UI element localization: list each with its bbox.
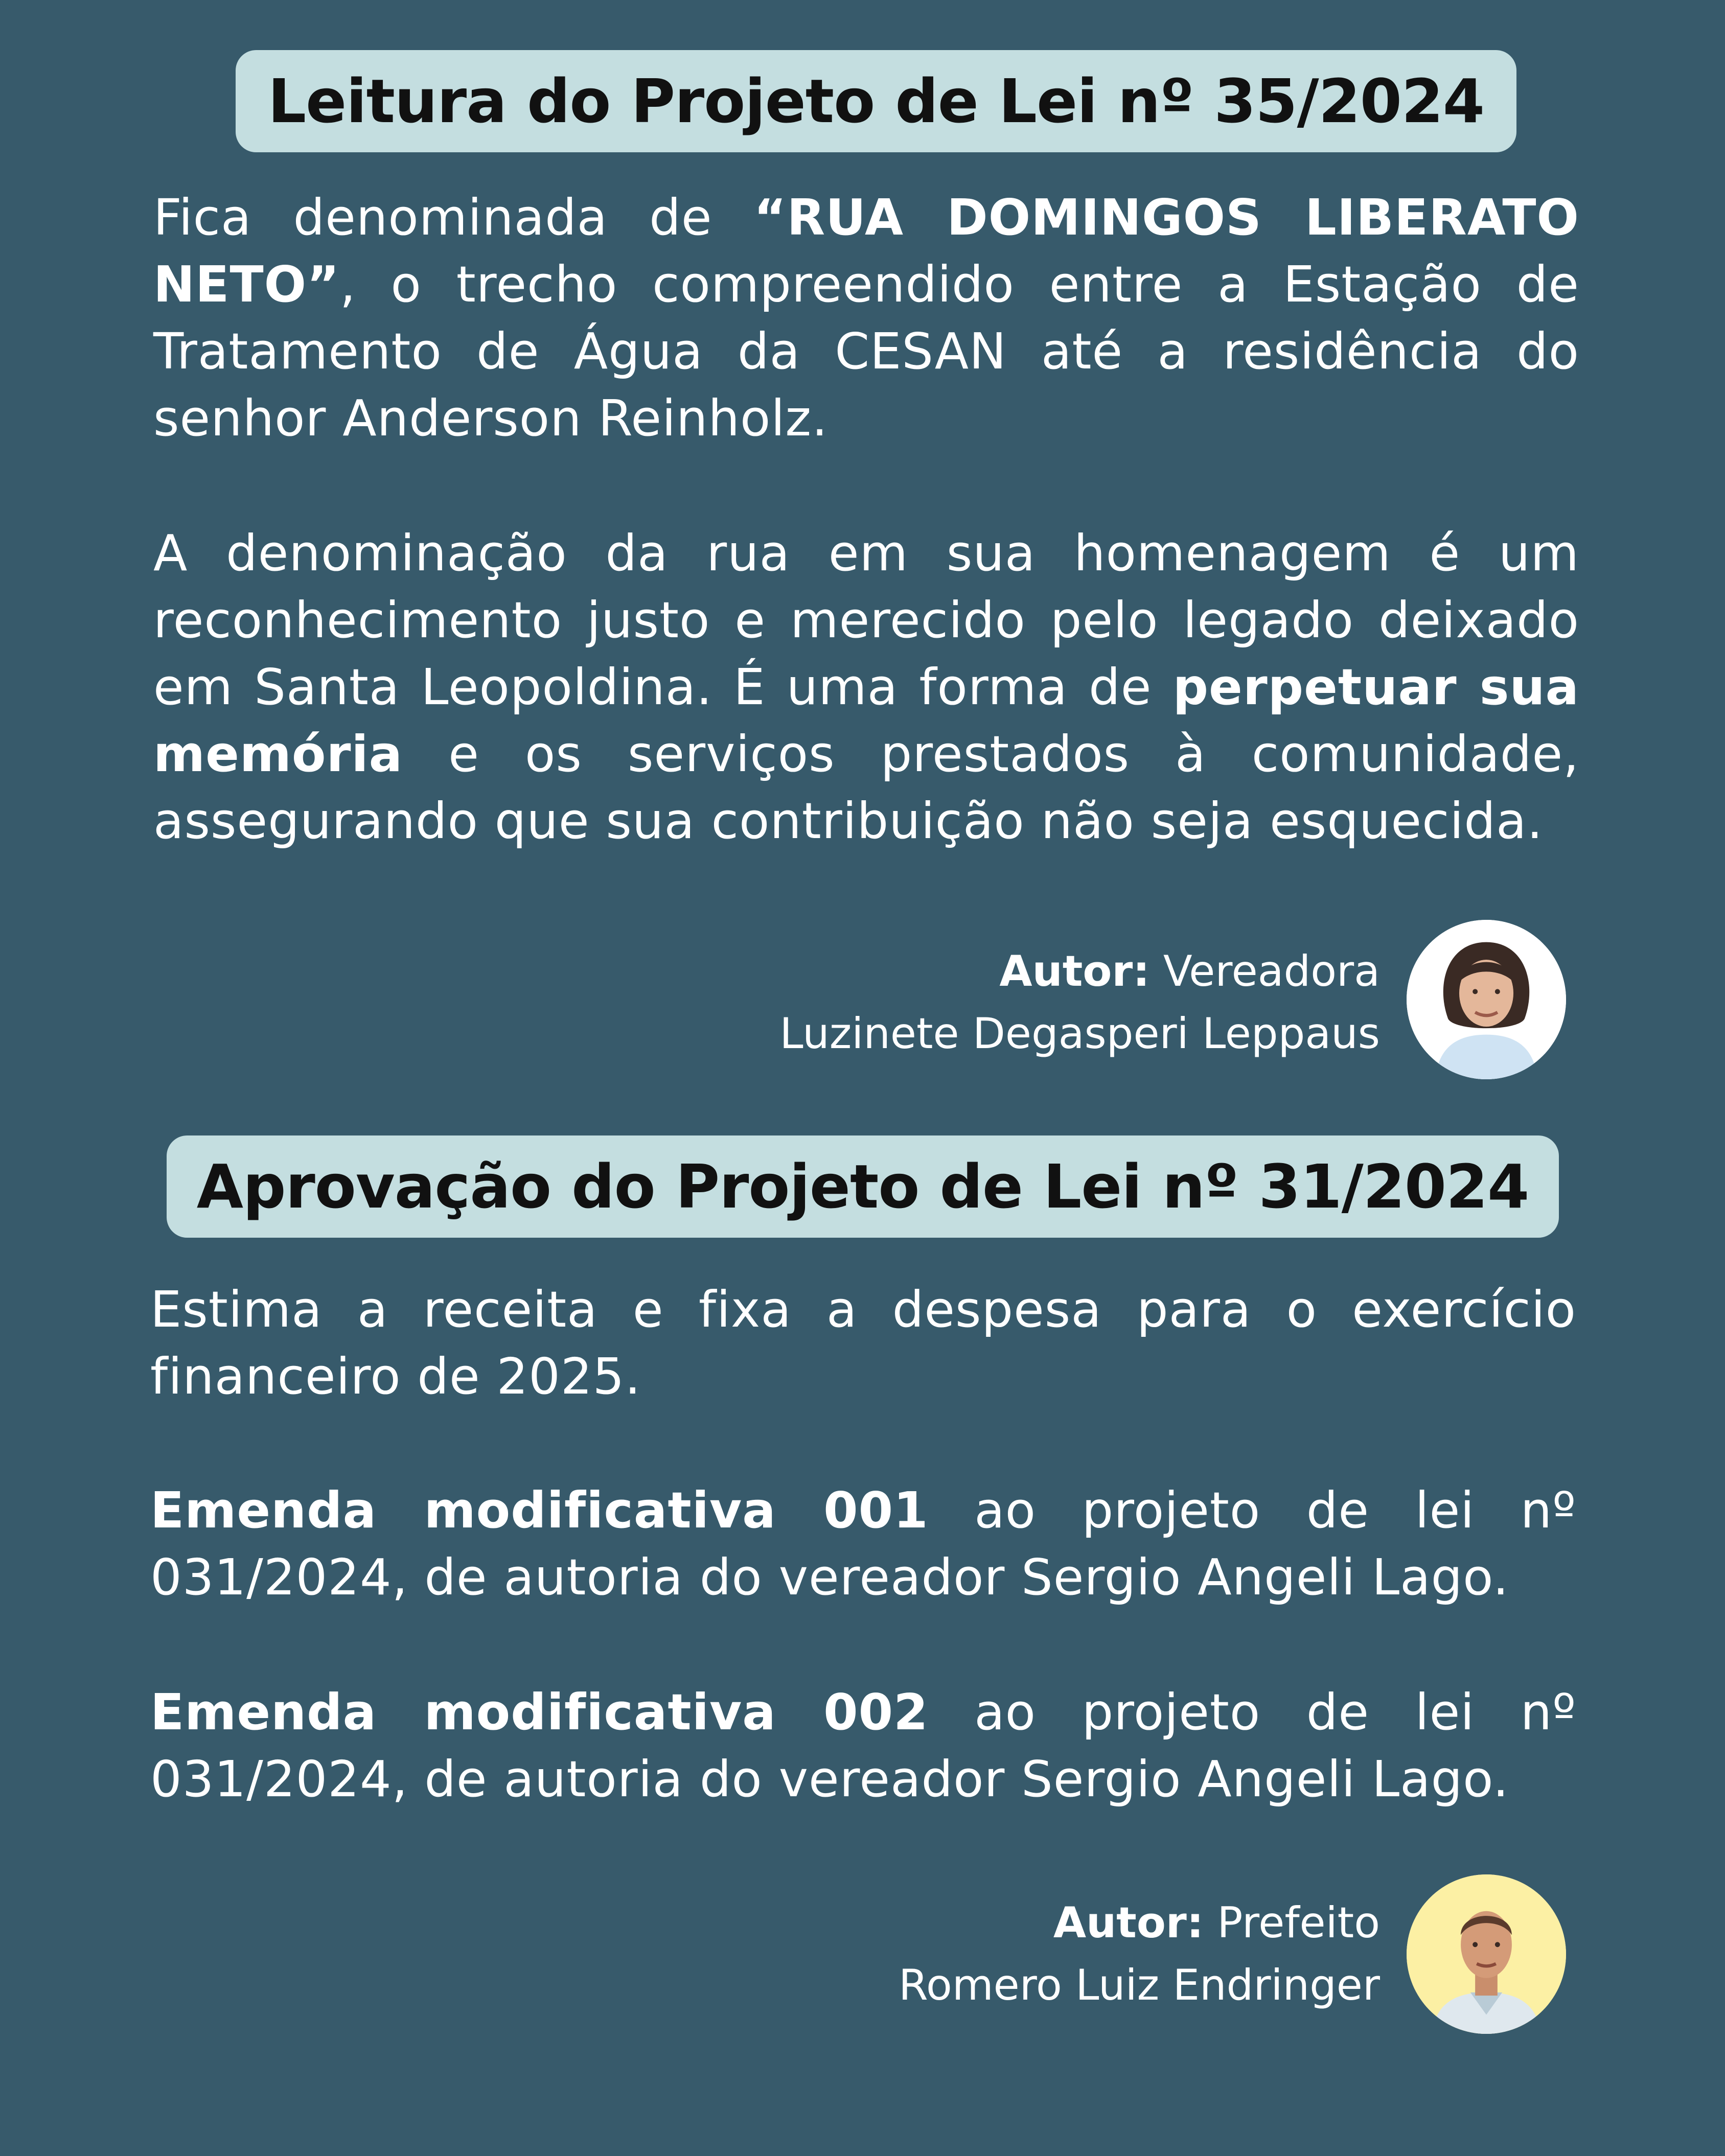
section1-heading-text: Leitura do Projeto de Lei nº 35/2024 (267, 66, 1485, 136)
mayor-portrait-icon (1407, 1874, 1566, 2034)
section1-heading (236, 50, 1516, 152)
section1-p2-prefix: A denominação da rua em sua homenagem é um reconhecimento justo e merecido pelo legado deixado em Santa Leopoldina. É uma forma de (153, 524, 1579, 716)
section1-author-name: Luzinete Degasperi Leppaus (779, 1009, 1380, 1058)
section1-p2-bold: perpetuar sua memória (153, 658, 1579, 783)
section2-author-role: Prefeito (1203, 1898, 1380, 1948)
section1-p1-bold: “RUA DOMINGOS LIBERATO NETO” (153, 189, 1579, 313)
avatar (1407, 920, 1566, 1079)
section1-author (779, 940, 1380, 1065)
section2-amendment-1 (150, 1477, 1576, 1611)
councilwoman-portrait-icon (1407, 920, 1566, 1079)
amendment-2-suffix: ao projeto de lei nº 031/2024, de autoria do vereador Sergio Angeli Lago. (150, 1683, 1576, 1808)
section1-author-label: Autor: (999, 946, 1150, 996)
amendment-1-bold: Emenda modificativa 001 (150, 1481, 929, 1539)
section2-author-label: Autor: (1053, 1898, 1204, 1948)
section2-author-name: Romero Luiz Endringer (899, 1960, 1380, 2010)
section1-p1-prefix: Fica denominada de (153, 189, 754, 246)
section2-heading-text: Aprovação do Projeto de Lei nº 31/2024 (196, 1151, 1529, 1222)
section1-p1-suffix: , o trecho compreendido entre a Estação de Tratamento de Água da CESAN até a residência do senhor Anderson Reinholz. (153, 256, 1579, 447)
section1-p2-suffix: e os serviços prestados à comunidade, assegurando que sua contribuição não seja esquecida. (153, 725, 1579, 850)
section2-author (899, 1892, 1380, 2016)
section1-paragraph-2 (153, 520, 1579, 854)
section2-paragraph-1: Estima a receita e fixa a despesa para o exercício financeiro de 2025. (150, 1281, 1576, 1405)
amendment-2-bold: Emenda modificativa 002 (150, 1683, 929, 1741)
section1-author-role: Vereadora (1149, 946, 1380, 996)
avatar (1407, 1874, 1566, 2034)
section2-heading (167, 1135, 1559, 1238)
section2-amendment-2 (150, 1679, 1576, 1813)
section1-paragraph-1 (153, 184, 1579, 452)
amendment-1-suffix: ao projeto de lei nº 031/2024, de autoria do vereador Sergio Angeli Lago. (150, 1481, 1576, 1606)
